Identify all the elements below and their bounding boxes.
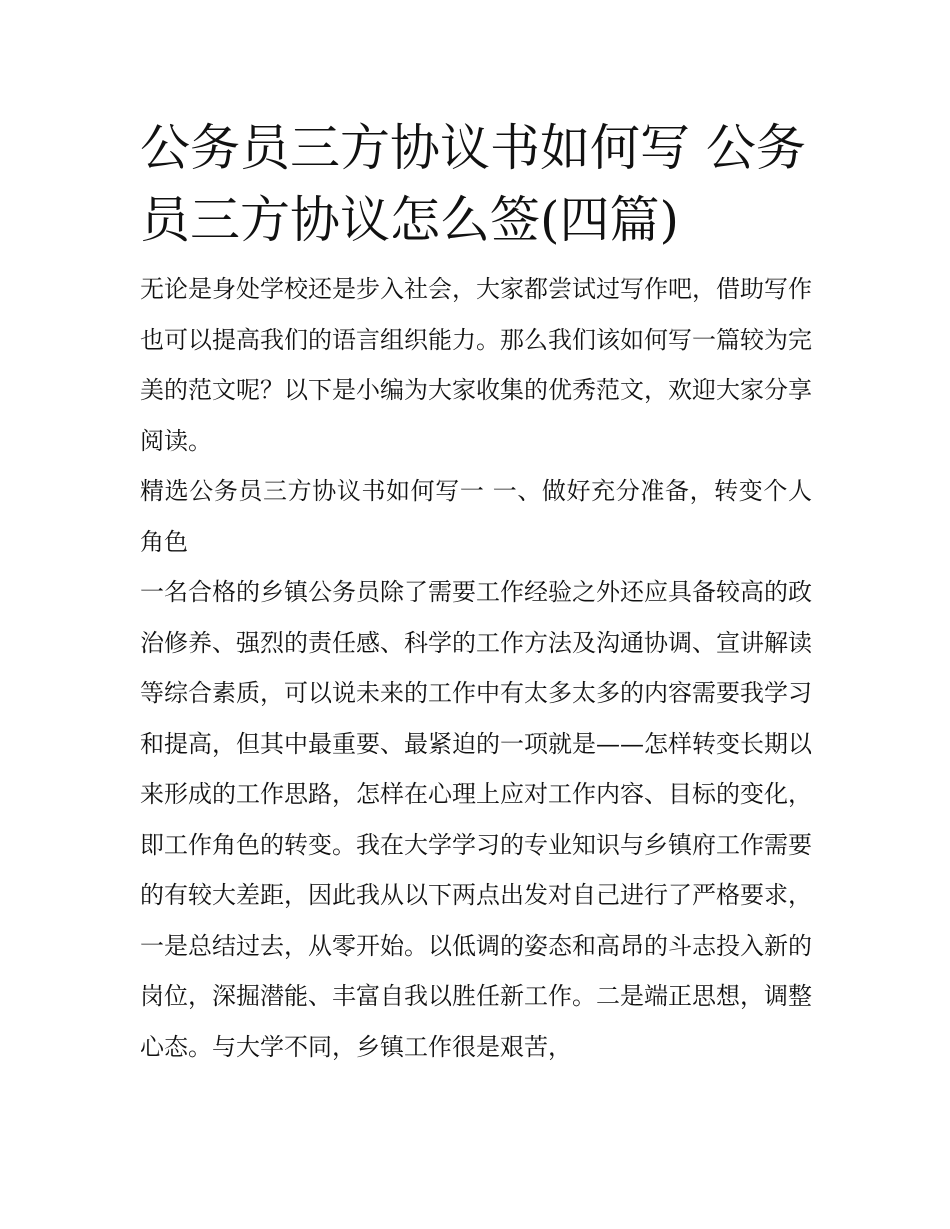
paragraph-intro: 无论是身处学校还是步入社会，大家都尝试过写作吧，借助写作也可以提高我们的语言组织能力。那么我们该如何写一篇较为完美的范文呢？以下是小编为大家收集的优秀范文，欢迎大家分享阅读。	[140, 275, 812, 455]
document-title: 公务员三方协议书如何写 公务员三方协议怎么签(四篇)	[140, 119, 806, 249]
paragraph-section-heading: 精选公务员三方协议书如何写一 一、做好充分准备，转变个人角色	[140, 477, 812, 556]
document-page	[140, 112, 812, 1072]
paragraph-body: 一名合格的乡镇公务员除了需要工作经验之外还应具备较高的政治修养、强烈的责任感、科学的工作方法及沟通协调、宣讲解读等综合素质，可以说未来的工作中有太多太多的内容需要我学习和提高，但其中最重要、最紧迫的一项就是——怎样转变长期以来形成的工作思路，怎样在心理上应对工作内容、目标的变化，即工作角色的转变。我在大学学习的专业知识与乡镇府工作需要的有较大差距，因此我从以下两点出发对自己进行了严格要求，一是总结过去，从零开始。以低调的姿态和高昂的斗志投入新的岗位，深掘潜能、丰富自我以胜任新工作。二是端正思想，调整心态。与大学不同，乡镇工作很是艰苦，	[140, 578, 812, 1061]
